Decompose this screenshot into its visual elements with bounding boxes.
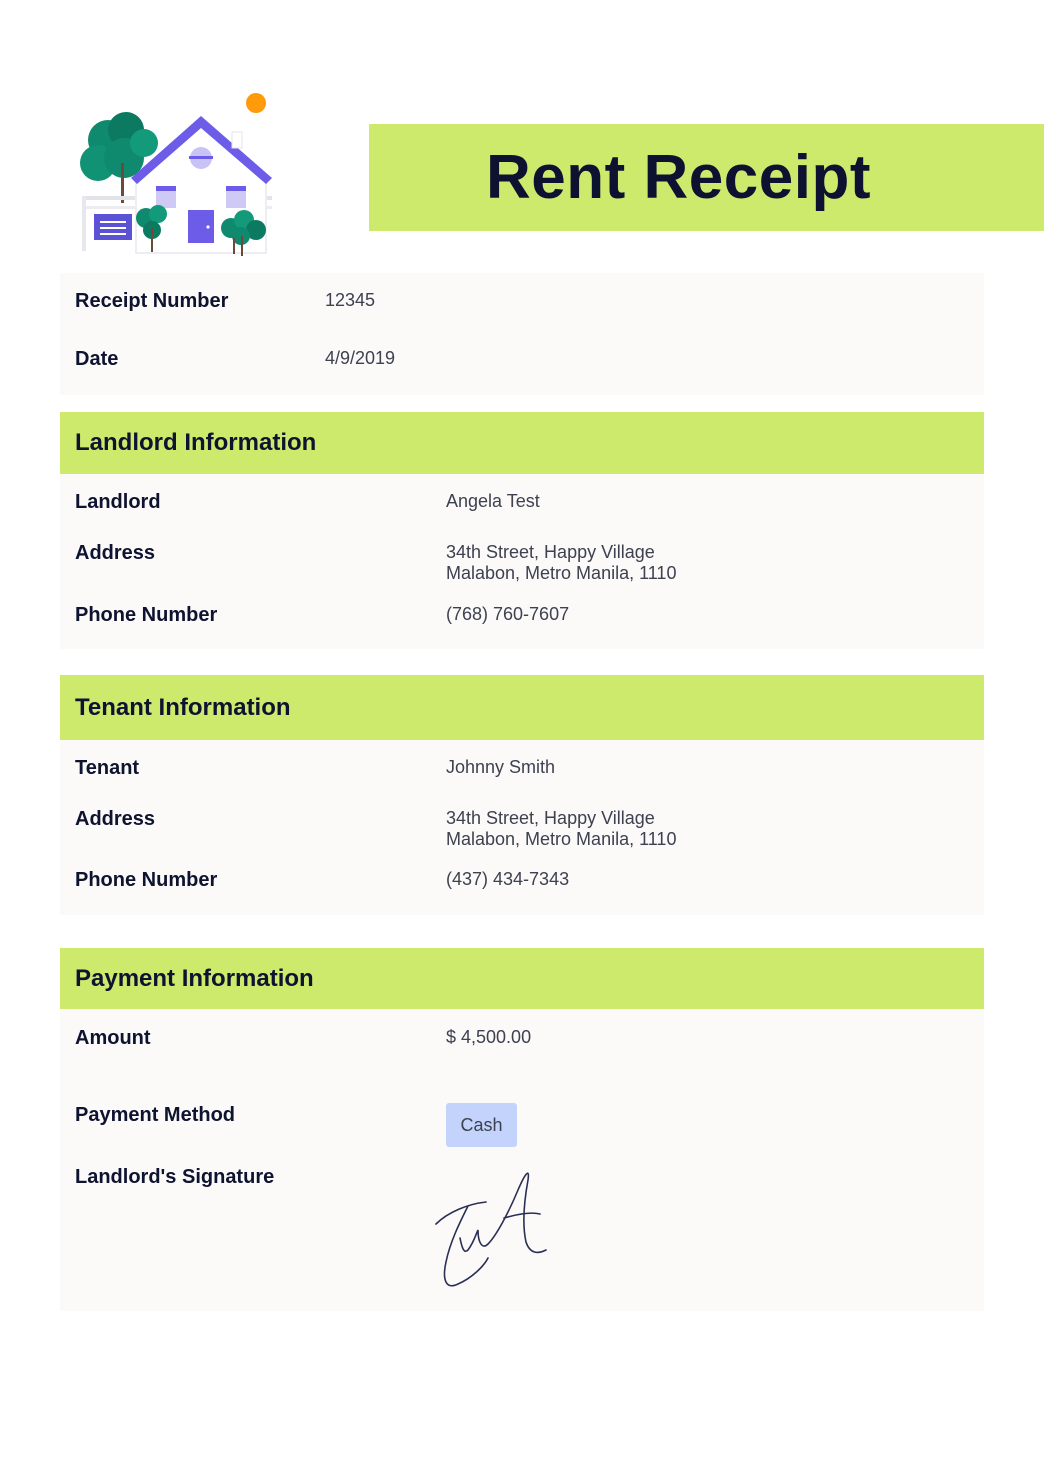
tenant-address-value	[446, 808, 676, 850]
title-banner	[369, 124, 1044, 231]
landlord-address-line2: Malabon, Metro Manila, 1110	[446, 563, 677, 583]
tenant-address-label: Address	[75, 808, 156, 830]
payment-method-label: Payment Method	[75, 1104, 236, 1126]
house-illustration-icon	[76, 88, 276, 260]
payment-section-title: Payment Information	[75, 964, 314, 992]
tenant-address-line2: Malabon, Metro Manila, 1110	[446, 829, 677, 849]
date-value: 4/9/2019	[325, 348, 396, 368]
payment-method-badge: Cash	[446, 1103, 517, 1147]
payment-section-header	[60, 948, 984, 1009]
landlord-section-header	[60, 412, 984, 474]
landlord-address-value	[446, 542, 676, 584]
landlord-name-label: Landlord	[75, 491, 161, 513]
date-label: Date	[75, 348, 119, 370]
tenant-name-value: Johnny Smith	[446, 757, 556, 777]
signature-label: Landlord's Signature	[75, 1166, 275, 1188]
amount-label: Amount	[75, 1027, 151, 1049]
tenant-section-header	[60, 675, 984, 740]
page-title: Rent Receipt	[486, 143, 871, 212]
handwritten-signature-icon	[428, 1162, 553, 1294]
landlord-phone-value: (768) 760-7607	[446, 604, 570, 624]
amount-value: $ 4,500.00	[446, 1027, 532, 1047]
tenant-section-title: Tenant Information	[75, 693, 291, 721]
landlord-address-label: Address	[75, 542, 156, 564]
landlord-address-line1: 34th Street, Happy Village	[446, 542, 655, 562]
tenant-name-label: Tenant	[75, 757, 140, 779]
landlord-section-title: Landlord Information	[75, 429, 317, 456]
tenant-address-line1: 34th Street, Happy Village	[446, 808, 655, 828]
receipt-number-label: Receipt Number	[75, 290, 229, 312]
receipt-number-value: 12345	[325, 290, 376, 310]
tenant-phone-label: Phone Number	[75, 869, 218, 891]
landlord-phone-label: Phone Number	[75, 604, 218, 626]
tenant-phone-value: (437) 434-7343	[446, 869, 570, 889]
landlord-name-value: Angela Test	[446, 491, 540, 511]
